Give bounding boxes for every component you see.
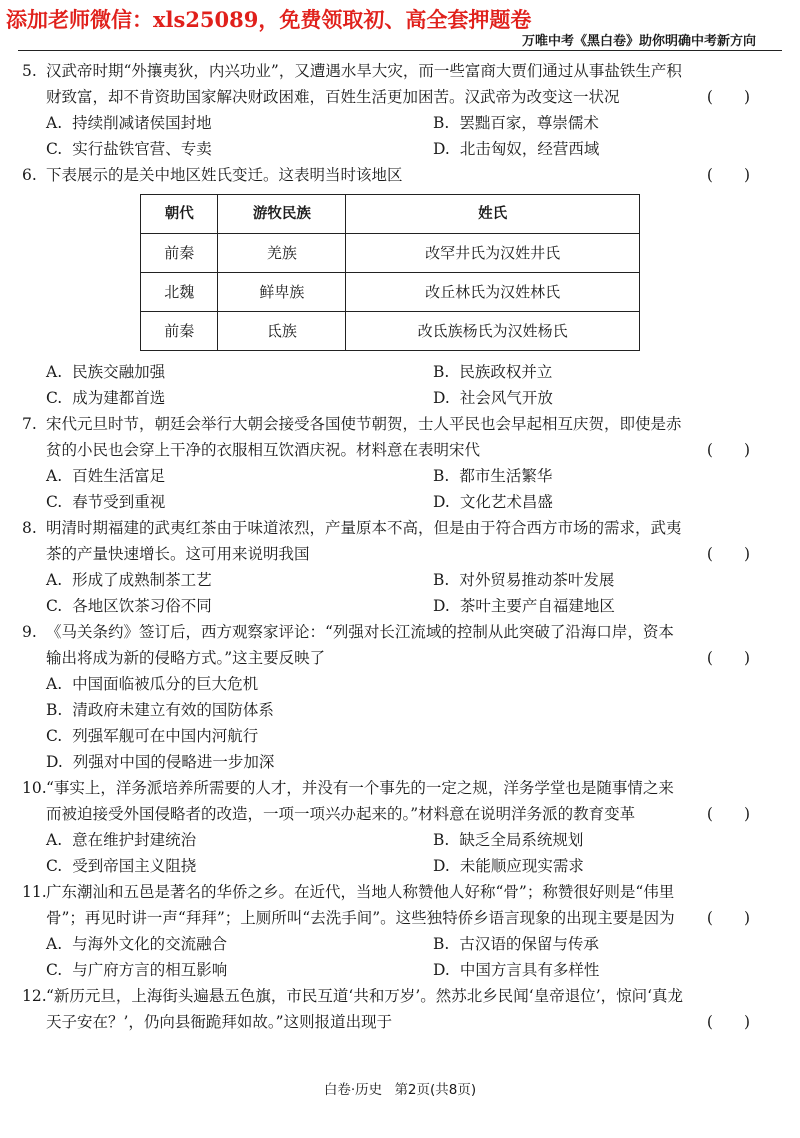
- option-letter: C.: [46, 140, 63, 158]
- question-number: 6.: [22, 166, 37, 184]
- option-text: 社会风气开放: [459, 389, 553, 407]
- option-b: [399, 110, 752, 136]
- table-header-row: [141, 195, 640, 234]
- option-d: [399, 136, 752, 162]
- question-10: [22, 775, 752, 879]
- option-letter: A.: [46, 363, 63, 381]
- table-cell: 北魏: [141, 273, 218, 312]
- option-d: [399, 593, 752, 619]
- option-text: 意在维护封建统治: [72, 831, 197, 849]
- option-text: 民族政权并立: [459, 363, 553, 381]
- question-11: [22, 879, 752, 983]
- option-letter: C.: [46, 389, 63, 407]
- option-a: [46, 463, 399, 489]
- answer-options: [22, 110, 752, 162]
- option-b: [399, 931, 752, 957]
- option-text: 清政府未建立有效的国防体系: [72, 701, 274, 719]
- option-letter: A.: [46, 935, 63, 953]
- question-stem: [22, 619, 752, 671]
- answer-options: [22, 827, 752, 879]
- question-stem: [22, 775, 752, 827]
- option-text: 北击匈奴，经营西域: [459, 140, 600, 158]
- option-c: [46, 723, 752, 749]
- answer-bracket: ( ): [706, 805, 750, 823]
- option-letter: C.: [46, 597, 63, 615]
- option-text: 都市生活繁华: [459, 467, 553, 485]
- option-letter: D.: [433, 961, 450, 979]
- option-text: 与海外文化的交流融合: [72, 935, 228, 953]
- question-number: 5.: [22, 62, 37, 80]
- option-letter: D.: [433, 597, 450, 615]
- option-text: 与广府方言的相互影响: [72, 961, 228, 979]
- option-b: [399, 359, 752, 385]
- answer-options: [22, 463, 752, 515]
- table-cell: 羌族: [218, 234, 346, 273]
- option-letter: B.: [46, 701, 63, 719]
- option-text: 各地区饮茶习俗不同: [72, 597, 212, 615]
- option-a: [46, 359, 399, 385]
- question-7: [22, 411, 752, 515]
- option-a: [46, 931, 399, 957]
- option-letter: D.: [46, 753, 63, 771]
- table-cell: 鲜卑族: [218, 273, 346, 312]
- question-text: 广东潮汕和五邑是著名的华侨之乡。在近代，当地人称赞他人好称“骨”；称赞很好则是“伟里骨”；再见时讲一声“拜拜”；上厕所叫“去洗手间”。这些独特侨乡语言现象的出现主要是因为: [46, 883, 675, 927]
- table-cell: 改氐族杨氏为汉姓杨氏: [346, 312, 640, 351]
- question-number: 8.: [22, 519, 37, 537]
- option-letter: B.: [433, 467, 450, 485]
- option-text: 文化艺术昌盛: [459, 493, 553, 511]
- question-text: 汉武帝时期“外攘夷狄，内兴功业”，又遭遇水旱大灾，而一些富商大贾们通过从事盐铁生产积财致富，却不肯资助国家解决财政困难，百姓生活更加困苦。汉武帝为改变这一状况: [46, 62, 682, 106]
- question-stem: [22, 162, 752, 188]
- option-text: 茶叶主要产自福建地区: [459, 597, 615, 615]
- option-a: [46, 110, 399, 136]
- option-letter: A.: [46, 675, 63, 693]
- question-text: 明清时期福建的武夷红茶由于味道浓烈，产量原本不高，但是由于符合西方市场的需求，武夷茶的产量快速增长。这可用来说明我国: [46, 519, 682, 563]
- option-text: 成为建都首选: [72, 389, 166, 407]
- header-divider: [18, 50, 782, 51]
- question-9: [22, 619, 752, 775]
- option-c: [46, 136, 399, 162]
- answer-bracket: ( ): [706, 88, 750, 106]
- question-stem: [22, 879, 752, 931]
- option-letter: B.: [433, 935, 450, 953]
- option-text: 持续削减诸侯国封地: [72, 114, 212, 132]
- footer-page-number: 第2页(共8页): [394, 1082, 477, 1098]
- question-8: [22, 515, 752, 619]
- option-d: [399, 489, 752, 515]
- option-letter: C.: [46, 857, 63, 875]
- footer-subject: 白卷·历史: [323, 1082, 383, 1098]
- answer-options: [22, 931, 752, 983]
- question-12: [22, 983, 752, 1035]
- answer-bracket: ( ): [706, 441, 750, 459]
- answer-bracket: ( ): [706, 649, 750, 667]
- series-header: 万唯中考《黑白卷》助你明确中考新方向: [521, 34, 756, 49]
- option-text: 列强军舰可在中国内河航行: [72, 727, 259, 745]
- option-text: 未能顺应现实需求: [459, 857, 584, 875]
- table-cell: 前秦: [141, 234, 218, 273]
- page-footer: [0, 1078, 800, 1098]
- option-letter: C.: [46, 961, 63, 979]
- option-d: [399, 957, 752, 983]
- table-row: [141, 312, 640, 351]
- question-number: 11.: [22, 883, 47, 901]
- option-text: 百姓生活富足: [72, 467, 166, 485]
- option-text: 列强对中国的侵略进一步加深: [72, 753, 275, 771]
- surname-change-table: [140, 194, 640, 351]
- option-letter: C.: [46, 493, 63, 511]
- option-text: 中国面临被瓜分的巨大危机: [72, 675, 259, 693]
- option-text: 春节受到重视: [72, 493, 166, 511]
- answer-options: [22, 567, 752, 619]
- table-cell: 改罕井氏为汉姓井氏: [346, 234, 640, 273]
- option-a: [46, 827, 399, 853]
- question-stem: [22, 983, 752, 1035]
- table-header-cell: 姓氏: [346, 195, 640, 234]
- question-text: 下表展示的是关中地区姓氏变迁。这表明当时该地区: [46, 166, 403, 184]
- question-5: [22, 58, 752, 162]
- answer-bracket: ( ): [706, 909, 750, 927]
- question-text: “新历元旦，上海街头遍悬五色旗，市民互道‘共和万岁’。然苏北乡民闻‘皇帝退位’，惊问‘真龙天子安在？’，仍向县衙跪拜如故。”这则报道出现于: [46, 987, 684, 1031]
- question-stem: [22, 411, 752, 463]
- option-d: [46, 749, 752, 775]
- option-text: 缺乏全局系统规划: [459, 831, 584, 849]
- option-d: [399, 853, 752, 879]
- option-letter: C.: [46, 727, 63, 745]
- option-letter: D.: [433, 140, 450, 158]
- answer-options: [22, 671, 752, 775]
- question-text: 《马关条约》签订后，西方观察家评论：“列强对长江流域的控制从此突破了沿海口岸，资本输出将成为新的侵略方式。”这主要反映了: [46, 623, 674, 667]
- option-letter: B.: [433, 831, 450, 849]
- option-c: [46, 853, 399, 879]
- option-letter: A.: [46, 114, 63, 132]
- question-stem: [22, 515, 752, 567]
- option-b: [399, 567, 752, 593]
- answer-bracket: ( ): [706, 545, 750, 563]
- table-cell: 前秦: [141, 312, 218, 351]
- option-c: [46, 593, 399, 619]
- option-text: 形成了成熟制茶工艺: [72, 571, 212, 589]
- option-text: 中国方言具有多样性: [459, 961, 600, 979]
- question-list: [22, 58, 752, 1035]
- table-cell: 氐族: [218, 312, 346, 351]
- option-text: 实行盐铁官营、专卖: [72, 140, 212, 158]
- question-number: 7.: [22, 415, 37, 433]
- option-c: [46, 489, 399, 515]
- option-letter: B.: [433, 363, 450, 381]
- option-b: [399, 827, 752, 853]
- option-text: 对外贸易推动茶叶发展: [459, 571, 615, 589]
- option-letter: A.: [46, 467, 63, 485]
- option-text: 受到帝国主义阻挠: [72, 857, 197, 875]
- table-header-cell: 朝代: [141, 195, 218, 234]
- table-row: [141, 234, 640, 273]
- option-b: [399, 463, 752, 489]
- question-text: “事实上，洋务派培养所需要的人才，并没有一个事先的一定之规，洋务学堂也是随事情之来而被迫接受外国侵略者的改造，一项一项兴办起来的。”材料意在说明洋务派的教育变革: [46, 779, 674, 823]
- question-number: 9.: [22, 623, 37, 641]
- option-b: [46, 697, 752, 723]
- question-number: 10.: [22, 779, 47, 797]
- option-text: 罢黜百家，尊崇儒术: [459, 114, 599, 132]
- option-letter: D.: [433, 493, 450, 511]
- option-letter: A.: [46, 571, 63, 589]
- question-6: [22, 162, 752, 411]
- option-c: [46, 957, 399, 983]
- promo-banner: 添加老师微信：xls25089，免费领取初、高全套押题卷: [6, 7, 532, 32]
- option-a: [46, 567, 399, 593]
- question-text: 宋代元旦时节，朝廷会举行大朝会接受各国使节朝贺，士人平民也会早起相互庆贺，即使是赤贫的小民也会穿上干净的衣服相互饮酒庆祝。材料意在表明宋代: [46, 415, 682, 459]
- option-text: 古汉语的保留与传承: [459, 935, 599, 953]
- option-letter: B.: [433, 571, 450, 589]
- table-header-cell: 游牧民族: [218, 195, 346, 234]
- option-a: [46, 671, 752, 697]
- option-d: [399, 385, 752, 411]
- question-number: 12.: [22, 987, 47, 1005]
- answer-options: [22, 359, 752, 411]
- question-stem: [22, 58, 752, 110]
- option-c: [46, 385, 399, 411]
- table-row: [141, 273, 640, 312]
- option-letter: D.: [433, 857, 450, 875]
- option-letter: D.: [433, 389, 450, 407]
- option-text: 民族交融加强: [72, 363, 166, 381]
- answer-bracket: ( ): [706, 166, 750, 184]
- option-letter: B.: [433, 114, 450, 132]
- answer-bracket: ( ): [706, 1013, 750, 1031]
- option-letter: A.: [46, 831, 63, 849]
- table-cell: 改丘林氏为汉姓林氏: [346, 273, 640, 312]
